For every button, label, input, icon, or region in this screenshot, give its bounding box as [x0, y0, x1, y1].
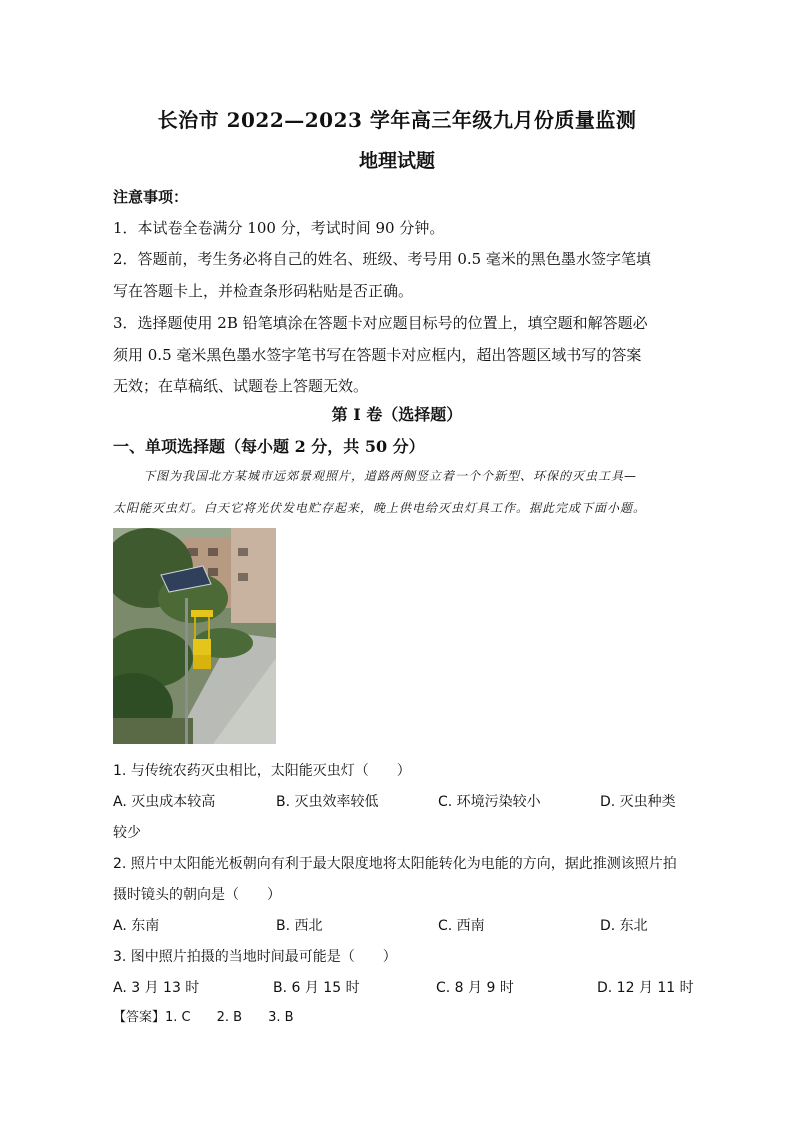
part-heading: 一、单项选择题（每小题 2 分，共 50 分）	[113, 437, 425, 456]
exam-title: 长治市 2022—2023 学年高三年级九月份质量监测	[157, 108, 637, 132]
question-1-option-b: B. 灭虫效率较低	[276, 794, 379, 810]
note-line-3a: 3．选择题使用 2B 铅笔填涂在答题卡对应题目标号的位置上，填空题和解答题必	[113, 314, 648, 332]
exam-subject: 地理试题	[358, 150, 435, 172]
note-line-3c: 无效；在草稿纸、试题卷上答题无效。	[113, 377, 369, 395]
question-1-option-a: A. 灭虫成本较高	[113, 794, 216, 810]
passage-line-1: 下图为我国北方某城市远郊景观照片，道路两侧竖立着一个个新型、环保的灭虫工具—	[143, 469, 638, 483]
question-2-option-d: D. 东北	[600, 918, 648, 934]
question-2-option-a: A. 东南	[113, 918, 160, 934]
question-2-stem-a: 2. 照片中太阳能光板朝向有利于最大限度地将太阳能转化为电能的方向，据此推测该照片拍	[113, 856, 677, 872]
question-1-stem: 1. 与传统农药灭虫相比，太阳能灭虫灯（ ）	[113, 763, 411, 779]
question-2-stem-b: 摄时镜头的朝向是（ ）	[113, 887, 281, 903]
question-2-option-c: C. 西南	[438, 918, 485, 934]
question-2-option-b: B. 西北	[276, 918, 323, 934]
passage-line-2: 太阳能灭虫灯。白天它将光伏发电贮存起来，晚上供电给灭虫灯具工作。据此完成下面小题。	[113, 501, 647, 515]
section-title: 第 I 卷（选择题）	[331, 405, 463, 424]
note-line-1: 1．本试卷全卷满分 100 分，考试时间 90 分钟。	[113, 219, 445, 237]
question-3-stem: 3. 图中照片拍摄的当地时间最可能是（ ）	[113, 949, 397, 965]
question-1-option-d: D. 灭虫种类	[600, 794, 676, 810]
answer-line	[113, 1006, 294, 1025]
answer-values: 1. C 2. B 3. B	[165, 1010, 294, 1025]
answer-label: 【答案】	[113, 1010, 166, 1025]
question-3-option-b: B. 6 月 15 时	[273, 980, 360, 996]
question-3-option-d: D. 12 月 11 时	[597, 980, 694, 996]
notes-heading: 注意事项：	[113, 188, 189, 206]
note-line-3b: 须用 0.5 毫米黑色墨水签字笔书写在答题卡对应框内，超出答题区域书写的答案	[113, 346, 642, 364]
question-1-option-c: C. 环境污染较小	[438, 794, 541, 810]
note-line-2b: 写在答题卡上，并检查条形码粘贴是否正确。	[113, 282, 414, 300]
question-1-option-d-wrap: 较少	[113, 825, 141, 841]
solar-insect-lamp-photo	[113, 528, 276, 744]
note-line-2a: 2．答题前，考生务必将自己的姓名、班级、考号用 0.5 毫米的黑色墨水签字笔填	[113, 250, 651, 268]
question-3-option-c: C. 8 月 9 时	[436, 980, 514, 996]
question-3-option-a: A. 3 月 13 时	[113, 980, 200, 996]
